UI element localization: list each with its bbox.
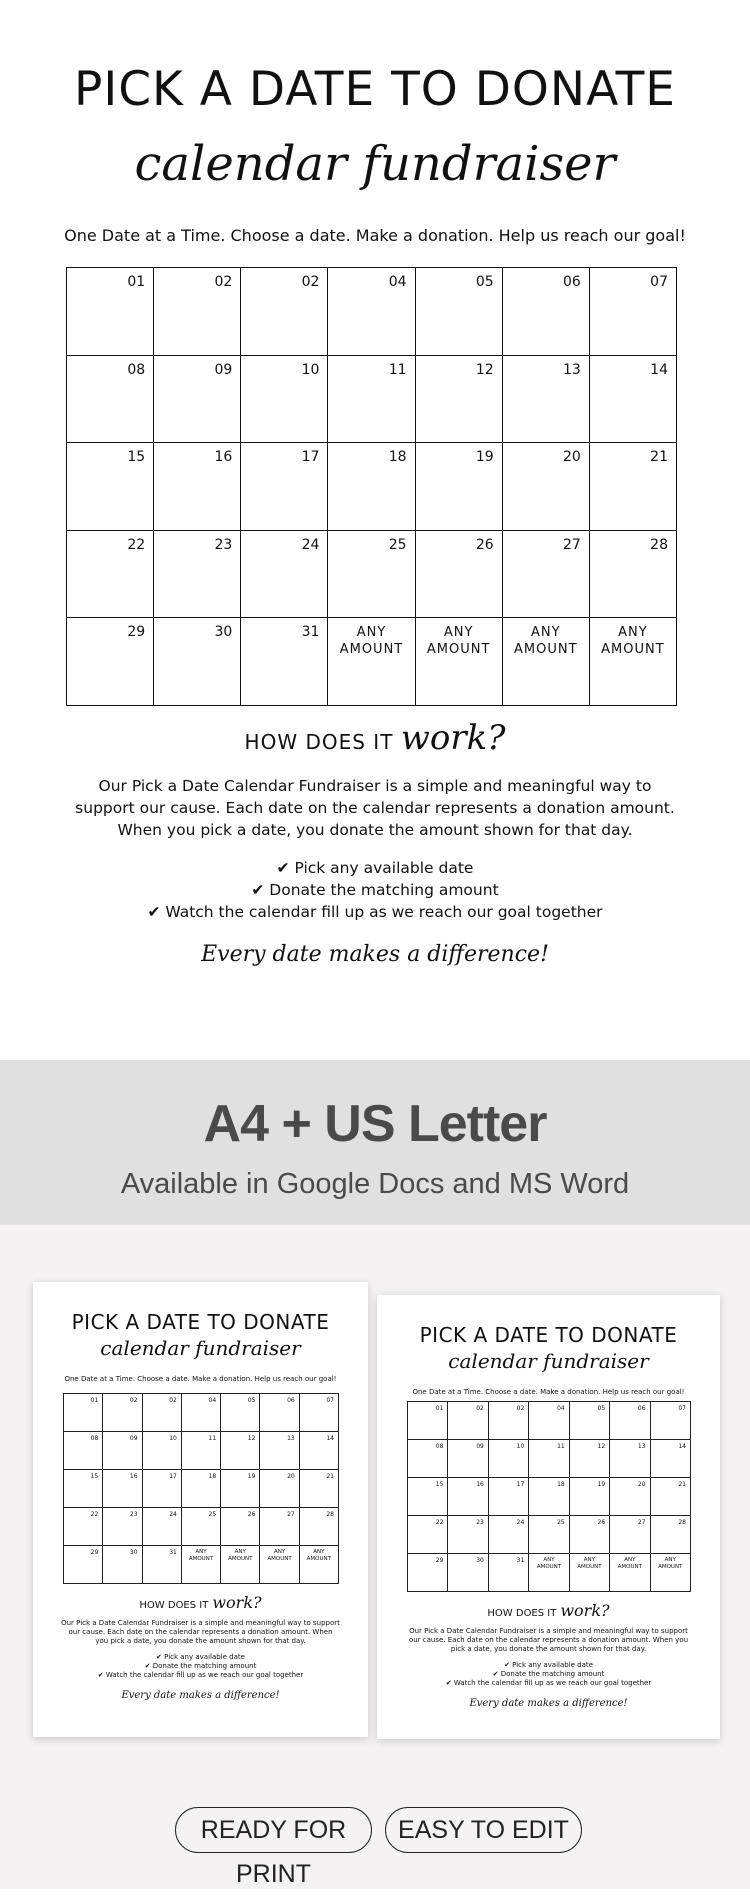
mini-any-amount-label: ANY AMOUNT — [267, 1549, 292, 1562]
mini-date-number: 18 — [557, 1481, 565, 1488]
mini-date-number: 25 — [208, 1511, 217, 1518]
mini-calendar-cell — [651, 1478, 691, 1516]
date-number: 19 — [475, 449, 494, 466]
mini-date-number: 09 — [129, 1435, 138, 1442]
mini-closing: Every date makes a difference! — [121, 1690, 280, 1701]
checklist-item: ✔ Pick any available date — [276, 859, 474, 877]
calendar-cell[interactable] — [590, 531, 677, 619]
mini-date-number: 29 — [90, 1549, 99, 1556]
mini-calendar-cell — [221, 1546, 260, 1584]
mini-date-number: 29 — [435, 1557, 444, 1564]
mini-calendar-cell — [182, 1394, 221, 1432]
calendar-cell[interactable] — [154, 356, 241, 444]
date-number: 26 — [475, 536, 494, 553]
mini-calendar-cell — [489, 1478, 529, 1516]
mini-date-number: 25 — [557, 1519, 565, 1526]
calendar-grid — [66, 267, 677, 706]
calendar-cell[interactable] — [503, 531, 590, 619]
mini-calendar-cell — [182, 1546, 221, 1584]
mini-calendar-cell — [448, 1440, 488, 1478]
mini-tagline: One Date at a Time. Choose a date. Make a donation. Help us reach our goal! — [412, 1388, 685, 1396]
mini-date-number: 12 — [247, 1435, 256, 1442]
mini-tagline: One Date at a Time. Choose a date. Make a donation. Help us reach our goal! — [64, 1375, 337, 1383]
any-amount-label: ANY AMOUNT — [514, 625, 578, 658]
mini-calendar-cell — [408, 1554, 448, 1592]
mini-date-number: 04 — [208, 1397, 217, 1404]
mini-calendar-cell — [221, 1508, 260, 1546]
mini-date-number: 22 — [90, 1511, 99, 1518]
date-number: 27 — [563, 536, 581, 553]
date-number: 25 — [388, 536, 407, 553]
mini-date-number: 10 — [169, 1435, 177, 1442]
mini-date-number: 21 — [678, 1481, 686, 1488]
mini-date-number: 16 — [129, 1473, 138, 1480]
mini-date-number: 01 — [90, 1397, 99, 1404]
mini-date-number: 15 — [435, 1481, 444, 1488]
flyer-tagline: One Date at a Time. Choose a date. Make a donation. Help us reach our goal! — [64, 226, 686, 245]
mini-check: ✔ Pick any available date — [156, 1653, 245, 1661]
date-number: 09 — [214, 361, 233, 378]
mini-date-number: 09 — [476, 1443, 484, 1450]
mini-paragraph: Our Pick a Date Calendar Fundraiser is a simple and meaningful way to support our cause. Each date on the calendar represents a donation amount. When you pick a date, you donate the amount shown for that day. — [408, 1627, 689, 1653]
mini-calendar-cell — [103, 1432, 142, 1470]
mini-date-number: 23 — [476, 1519, 484, 1526]
mini-calendar-cell — [143, 1508, 182, 1546]
mini-calendar-cell — [489, 1402, 529, 1440]
mini-calendar-cell — [529, 1554, 569, 1592]
mini-date-number: 01 — [435, 1405, 444, 1412]
mini-calendar-cell — [408, 1478, 448, 1516]
calendar-cell[interactable] — [67, 618, 154, 706]
how-heading — [0, 718, 750, 758]
mini-calendar-cell — [260, 1508, 299, 1546]
a4-preview-sheet — [33, 1282, 368, 1737]
mini-calendar-cell — [143, 1432, 182, 1470]
mini-date-number: 24 — [516, 1519, 525, 1526]
mini-date-number: 19 — [597, 1481, 606, 1488]
date-number: 12 — [475, 361, 494, 378]
date-number: 01 — [127, 274, 146, 290]
calendar-cell[interactable] — [503, 268, 590, 356]
mini-date-number: 06 — [637, 1405, 646, 1412]
mini-calendar-cell — [610, 1402, 650, 1440]
mini-date-number: 30 — [476, 1557, 484, 1564]
mini-check: ✔ Pick any available date — [504, 1661, 593, 1669]
calendar-cell[interactable] — [416, 268, 503, 356]
calendar-cell[interactable] — [241, 618, 328, 706]
mini-calendar-cell — [610, 1516, 650, 1554]
mini-calendar-grid — [63, 1393, 339, 1584]
mini-date-number: 31 — [169, 1549, 177, 1556]
mini-calendar-cell — [570, 1554, 610, 1592]
mini-date-number: 14 — [326, 1435, 334, 1442]
mini-date-number: 27 — [287, 1511, 295, 1518]
checklist-item: ✔ Watch the calendar fill up as we reach our goal together — [147, 903, 603, 921]
mini-date-number: 13 — [287, 1435, 295, 1442]
how-prefix: HOW DOES IT — [244, 730, 394, 754]
mini-calendar-cell — [300, 1546, 339, 1584]
mini-calendar-cell — [260, 1470, 299, 1508]
mini-date-number: 19 — [247, 1473, 256, 1480]
format-band — [0, 1060, 750, 1225]
mini-calendar-cell — [529, 1478, 569, 1516]
mini-date-number: 05 — [597, 1405, 606, 1412]
mini-calendar-cell — [489, 1440, 529, 1478]
calendar-cell[interactable] — [241, 268, 328, 356]
mini-calendar-cell — [182, 1508, 221, 1546]
date-number: 28 — [650, 536, 668, 553]
mini-calendar-cell — [300, 1508, 339, 1546]
mini-any-amount-label: ANY AMOUNT — [577, 1557, 602, 1570]
mini-date-number: 04 — [557, 1405, 565, 1412]
mini-date-number: 02 — [169, 1397, 177, 1404]
calendar-cell[interactable] — [241, 356, 328, 444]
mini-date-number: 02 — [476, 1405, 484, 1412]
mini-subtitle: calendar fundraiser — [448, 1349, 649, 1373]
mini-date-number: 14 — [678, 1443, 686, 1450]
date-number: 22 — [127, 536, 146, 553]
mini-calendar-cell — [408, 1440, 448, 1478]
date-number: 17 — [301, 449, 320, 466]
date-number: 05 — [475, 274, 494, 290]
date-number: 11 — [388, 361, 407, 378]
calendar-cell[interactable] — [328, 443, 415, 531]
mini-calendar-cell — [610, 1554, 650, 1592]
mini-calendar-cell — [529, 1440, 569, 1478]
mini-calendar-cell — [64, 1432, 103, 1470]
flyer-title: PICK A DATE TO DONATE — [74, 62, 676, 117]
date-number: 02 — [214, 274, 233, 290]
calendar-cell[interactable] — [154, 531, 241, 619]
mini-any-amount-label: ANY AMOUNT — [306, 1549, 332, 1562]
calendar-cell[interactable] — [241, 531, 328, 619]
mini-date-number: 24 — [169, 1511, 177, 1518]
calendar-cell[interactable] — [67, 531, 154, 619]
mini-how-heading — [33, 1593, 368, 1612]
mini-date-number: 28 — [326, 1511, 334, 1518]
mini-date-number: 26 — [247, 1511, 256, 1518]
mini-calendar-cell — [182, 1432, 221, 1470]
calendar-cell[interactable] — [590, 443, 677, 531]
mini-any-amount-label: ANY AMOUNT — [228, 1549, 253, 1562]
calendar-cell[interactable] — [503, 356, 590, 444]
calendar-cell[interactable] — [416, 356, 503, 444]
mini-paragraph: Our Pick a Date Calendar Fundraiser is a simple and meaningful way to support our cause. Each date on the calendar represents a donation amount. When you pick a date, you donate the amount shown for that day. — [61, 1619, 340, 1645]
mini-date-number: 11 — [557, 1443, 565, 1450]
date-number: 20 — [563, 449, 581, 466]
mini-calendar-cell — [489, 1554, 529, 1592]
mini-calendar-cell — [103, 1508, 142, 1546]
mini-calendar-cell — [143, 1546, 182, 1584]
mini-date-number: 23 — [129, 1511, 138, 1518]
calendar-cell[interactable] — [416, 618, 503, 706]
mini-date-number: 13 — [637, 1443, 646, 1450]
how-script: work? — [400, 718, 506, 758]
date-number: 30 — [214, 624, 233, 641]
mini-calendar-cell — [221, 1470, 260, 1508]
mini-date-number: 10 — [516, 1443, 525, 1450]
mini-calendar-cell — [489, 1516, 529, 1554]
any-amount-label: ANY AMOUNT — [339, 625, 404, 658]
letter-preview-sheet — [377, 1295, 720, 1739]
mini-date-number: 17 — [516, 1481, 525, 1488]
easy-to-edit-button[interactable]: EASY TO EDIT — [385, 1807, 582, 1853]
mini-date-number: 26 — [597, 1519, 606, 1526]
ready-for-print-button[interactable]: READY FOR PRINT — [175, 1807, 372, 1853]
calendar-cell[interactable] — [590, 356, 677, 444]
date-number: 14 — [650, 361, 668, 378]
mini-date-number: 20 — [287, 1473, 295, 1480]
mini-how-script: work? — [560, 1601, 610, 1620]
mini-calendar-cell — [103, 1470, 142, 1508]
mini-calendar-grid — [407, 1401, 691, 1592]
date-number: 16 — [214, 449, 233, 466]
mini-calendar-cell — [529, 1402, 569, 1440]
mini-calendar-cell — [64, 1546, 103, 1584]
mini-any-amount-label: ANY AMOUNT — [536, 1557, 562, 1570]
mini-calendar-cell — [143, 1470, 182, 1508]
format-subheading: Available in Google Docs and MS Word — [120, 1168, 630, 1200]
mini-calendar-cell — [143, 1394, 182, 1432]
mini-closing: Every date makes a difference! — [469, 1698, 628, 1709]
date-number: 29 — [127, 624, 146, 641]
calendar-cell[interactable] — [503, 618, 590, 706]
calendar-cell[interactable] — [328, 268, 415, 356]
mini-calendar-cell — [300, 1394, 339, 1432]
calendar-cell[interactable] — [328, 356, 415, 444]
mini-how-heading — [377, 1601, 720, 1620]
mini-subtitle: calendar fundraiser — [100, 1336, 301, 1360]
mini-date-number: 22 — [435, 1519, 444, 1526]
mini-check: ✔ Watch the calendar fill up as we reach our goal together — [97, 1671, 304, 1679]
mini-calendar-cell — [651, 1554, 691, 1592]
mini-any-amount-label: ANY AMOUNT — [658, 1557, 683, 1570]
calendar-cell[interactable] — [416, 443, 503, 531]
calendar-cell[interactable] — [590, 618, 677, 706]
date-number: 15 — [127, 449, 146, 466]
checklist-item: ✔ Donate the matching amount — [251, 881, 499, 899]
calendar-cell[interactable] — [241, 443, 328, 531]
calendar-cell[interactable] — [328, 531, 415, 619]
preview-area — [0, 1225, 750, 1889]
mini-date-number: 08 — [435, 1443, 444, 1450]
mini-how-prefix: HOW DOES IT — [139, 1600, 209, 1611]
mini-date-number: 12 — [597, 1443, 606, 1450]
mini-calendar-cell — [64, 1394, 103, 1432]
mini-calendar-cell — [408, 1516, 448, 1554]
calendar-cell[interactable] — [67, 268, 154, 356]
date-number: 21 — [650, 449, 668, 466]
mini-date-number: 07 — [678, 1405, 686, 1412]
date-number: 04 — [388, 274, 407, 290]
calendar-cell[interactable] — [328, 618, 415, 706]
date-number: 08 — [127, 361, 146, 378]
any-amount-label: ANY AMOUNT — [601, 625, 665, 658]
mini-calendar-cell — [651, 1440, 691, 1478]
mini-date-number: 08 — [90, 1435, 99, 1442]
mini-date-number: 30 — [129, 1549, 138, 1556]
mini-calendar-cell — [570, 1516, 610, 1554]
mini-calendar-cell — [529, 1516, 569, 1554]
mini-calendar-cell — [448, 1402, 488, 1440]
checklist — [0, 857, 750, 923]
mini-date-number: 17 — [169, 1473, 177, 1480]
mini-date-number: 02 — [516, 1405, 525, 1412]
calendar-cell[interactable] — [416, 531, 503, 619]
mini-title: PICK A DATE TO DONATE — [71, 1310, 330, 1334]
mini-date-number: 18 — [208, 1473, 217, 1480]
mini-date-number: 31 — [516, 1557, 525, 1564]
mini-check: ✔ Watch the calendar fill up as we reach our goal together — [445, 1679, 652, 1687]
mini-calendar-cell — [610, 1478, 650, 1516]
date-number: 24 — [301, 536, 320, 553]
mini-calendar-cell — [448, 1554, 488, 1592]
date-number: 02 — [301, 274, 320, 290]
date-number: 13 — [563, 361, 581, 378]
mini-date-number: 07 — [326, 1397, 334, 1404]
any-amount-label: ANY AMOUNT — [426, 625, 491, 658]
mini-calendar-cell — [103, 1546, 142, 1584]
date-number: 23 — [214, 536, 233, 553]
date-number: 31 — [301, 624, 320, 641]
mini-calendar-cell — [260, 1432, 299, 1470]
mini-calendar-cell — [300, 1432, 339, 1470]
closing-line: Every date makes a difference! — [201, 942, 549, 967]
date-number: 07 — [650, 274, 668, 290]
mini-calendar-cell — [221, 1432, 260, 1470]
mini-date-number: 15 — [90, 1473, 99, 1480]
calendar-cell[interactable] — [67, 443, 154, 531]
calendar-cell[interactable] — [154, 618, 241, 706]
date-number: 18 — [388, 449, 407, 466]
mini-calendar-cell — [448, 1478, 488, 1516]
date-number: 06 — [563, 274, 581, 290]
mini-date-number: 16 — [476, 1481, 484, 1488]
mini-date-number: 21 — [326, 1473, 334, 1480]
mini-calendar-cell — [64, 1470, 103, 1508]
mini-calendar-cell — [570, 1402, 610, 1440]
flyer-subtitle: calendar fundraiser — [134, 136, 616, 192]
description-paragraph: Our Pick a Date Calendar Fundraiser is a simple and meaningful way to support our cause. Each date on the calendar represents a donation amount. When you pick a date, you donate the amount shown for that day. — [75, 777, 675, 839]
mini-date-number: 05 — [247, 1397, 256, 1404]
mini-calendar-cell — [182, 1470, 221, 1508]
mini-date-number: 06 — [287, 1397, 295, 1404]
mini-calendar-cell — [260, 1394, 299, 1432]
calendar-cell[interactable] — [154, 268, 241, 356]
mini-calendar-cell — [300, 1470, 339, 1508]
mini-calendar-cell — [221, 1394, 260, 1432]
mini-any-amount-label: ANY AMOUNT — [617, 1557, 643, 1570]
mini-date-number: 02 — [129, 1397, 138, 1404]
calendar-cell[interactable] — [590, 268, 677, 356]
calendar-cell[interactable] — [154, 443, 241, 531]
mini-how-script: work? — [212, 1593, 262, 1612]
mini-calendar-cell — [651, 1516, 691, 1554]
format-heading: A4 + US Letter — [203, 1095, 547, 1153]
mini-how-prefix: HOW DOES IT — [487, 1608, 557, 1619]
mini-calendar-cell — [448, 1516, 488, 1554]
mini-date-number: 28 — [678, 1519, 686, 1526]
mini-date-number: 20 — [637, 1481, 646, 1488]
mini-date-number: 11 — [208, 1435, 217, 1442]
mini-calendar-cell — [610, 1440, 650, 1478]
mini-calendar-cell — [260, 1546, 299, 1584]
mini-calendar-cell — [408, 1402, 448, 1440]
mini-calendar-cell — [570, 1478, 610, 1516]
mini-check: ✔ Donate the matching amount — [492, 1670, 605, 1678]
mini-calendar-cell — [103, 1394, 142, 1432]
calendar-cell[interactable] — [67, 356, 154, 444]
date-number: 10 — [301, 361, 320, 378]
mini-title: PICK A DATE TO DONATE — [419, 1323, 678, 1347]
mini-calendar-cell — [651, 1402, 691, 1440]
mini-date-number: 27 — [637, 1519, 646, 1526]
mini-check: ✔ Donate the matching amount — [144, 1662, 257, 1670]
calendar-cell[interactable] — [503, 443, 590, 531]
mini-calendar-cell — [64, 1508, 103, 1546]
mini-calendar-cell — [570, 1440, 610, 1478]
mini-any-amount-label: ANY AMOUNT — [188, 1549, 214, 1562]
